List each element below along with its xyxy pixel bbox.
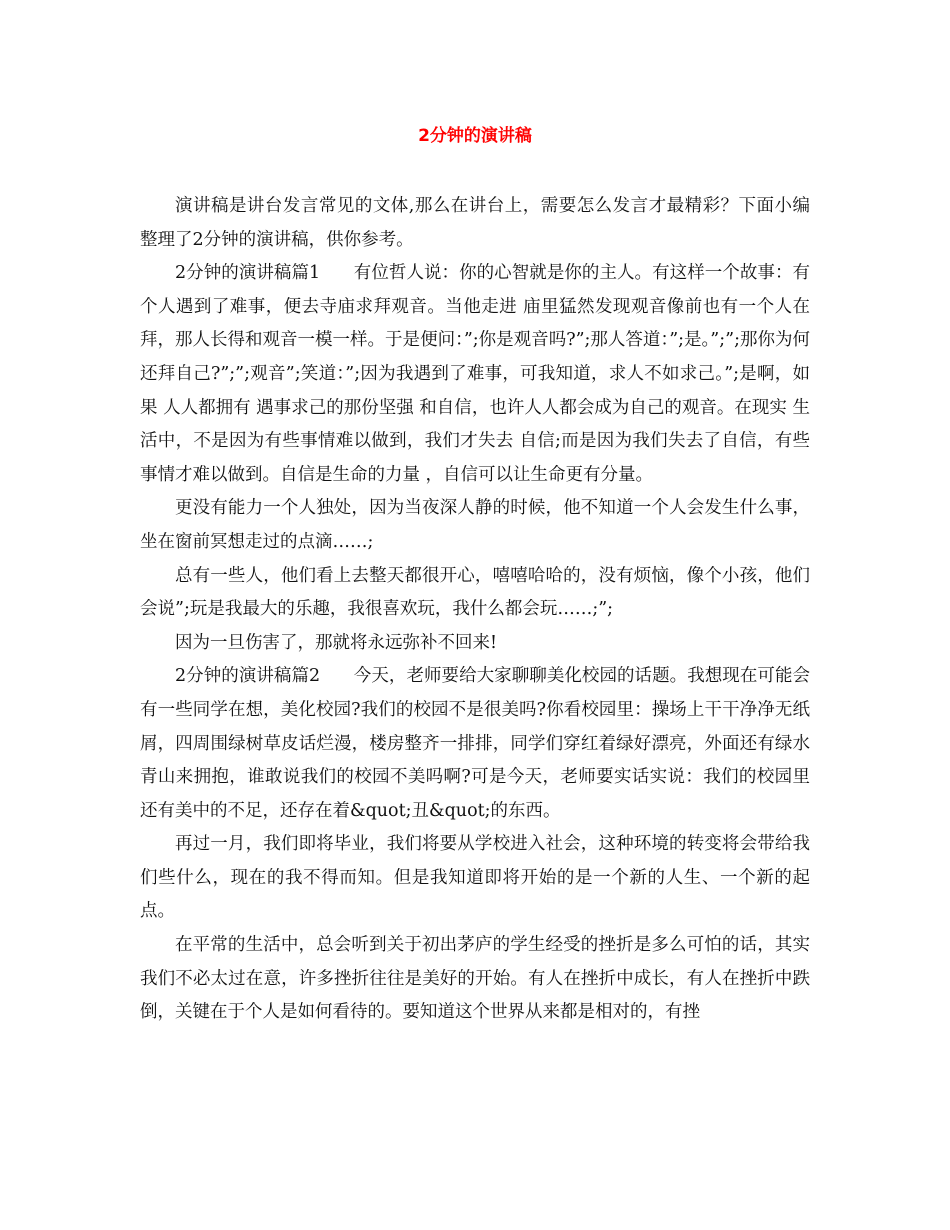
document-body: [140, 190, 810, 1030]
paragraph-happy-people: 总有一些人，他们看上去整天都很开心，嘻嘻哈哈的，没有烦恼，像个小孩，他们会说”;玩是我最大的乐趣，我很喜欢玩，我什么都会玩……;”;: [140, 565, 810, 620]
paragraph-speech-2: 2分钟的演讲稿篇2 今天，老师要给大家聊聊美化校园的话题。我想现在可能会有一些同学在想，美化校园?我们的校园不是很美吗?你看校园里：操场上干干净净无纸屑，四周围绿树草皮话烂漫，楼房整齐一排排，同学们穿红着绿好漂亮，外面还有绿水青山来拥抱，谁敢说我们的校园不美吗啊?可是今天，老师要实话实说：我们的校园里还有美中的不足，还存在着&quot;丑&quot;的东西。: [140, 666, 810, 821]
paragraph-graduation: 再过一月，我们即将毕业，我们将要从学校进入社会，这种环境的转变将会带给我们些什么，现在的我不得而知。但是我知道即将开始的是一个新的人生、一个新的起点。: [140, 834, 810, 922]
paragraph-speech-1: 2分钟的演讲稿篇1 有位哲人说：你的心智就是你的主人。有这样一个故事：有个人遇到了难事，便去寺庙求拜观音。当他走进 庙里猛然发现观音像前也有一个人在拜，那人长得和观音一模一样。于是便问：”;你是观音吗?”;那人答道：”;是。”;”;那你为何还拜自己?”;”;观音”;笑道：”;因为我遇到了难事，可我知道，求人不如求己。”;是啊，如果 人人都拥有 遇事求己的那份坚强 和自信，也许人人都会成为自己的观音。在现实 生活中，不是因为有些事情难以做到，我们才失去 自信;而是因为我们失去了自信，有些事情才难以做到。自信是生命的力量 ，自信可以让生命更有分量。: [140, 263, 810, 485]
paragraph-setbacks: 在平常的生活中，总会听到关于初出茅庐的学生经受的挫折是多么可怕的话，其实我们不必太过在意，许多挫折往往是美好的开始。有人在挫折中成长，有人在挫折中跌倒，关键在于个人是如何看待的。要知道这个世界从来都是相对的，有挫: [140, 935, 810, 1023]
paragraph-alone: 更没有能力一个人独处，因为当夜深人静的时候，他不知道一个人会发生什么事，坐在窗前冥想走过的点滴……;: [140, 498, 810, 552]
document-title: 2分钟的演讲稿: [418, 126, 532, 146]
paragraph-intro: 演讲稿是讲台发言常见的文体,那么在讲台上，需要怎么发言才最精彩？下面小编整理了2分钟的演讲稿，供你参考。: [140, 196, 810, 250]
paragraph-hurt: 因为一旦伤害了，那就将永远弥补不回来!: [175, 632, 498, 653]
